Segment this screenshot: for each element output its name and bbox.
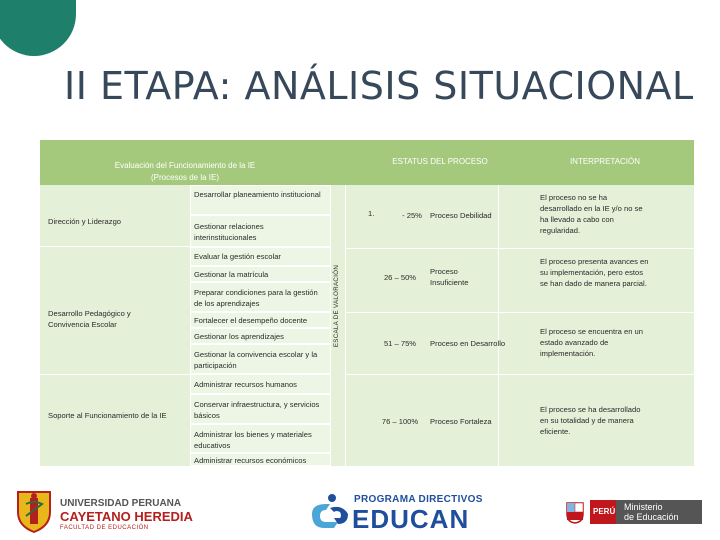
level-range: - 25% [402,211,422,220]
process-item: Evaluar la gestión escolar [190,247,331,266]
process-item: Gestionar relaciones interinstitucionales [190,215,331,247]
level-number: 1. [368,209,375,218]
process-item: Gestionar la convivencia escolar y la participación [190,344,331,374]
analysis-table [40,140,694,466]
header-interpretacion: INTERPRETACIÓN [569,157,641,166]
page-title: II ETAPA: ANÁLISIS SITUACIONAL [64,64,694,108]
header-status: ESTATUS DEL PROCESO [392,157,488,166]
group-label: Soporte al Funcionamiento de la IE [48,411,167,420]
process-item: Administrar los bienes y materiales educativos [190,424,331,453]
escala-label: ESCALA DE VALORACIÓN [333,264,340,348]
header-left: Evaluación del Funcionamiento de la IE (Procesos de la IE) [114,161,256,182]
level-status: Proceso Fortaleza [430,417,492,426]
level-interpretation: El proceso no se ha desarrollado en la IE y/o no se ha llevado a cabo con regularidad. [540,193,643,235]
upch-name-line3: FACULTAD DE EDUCACIÓN [60,525,149,531]
peru-coat-of-arms [564,500,586,524]
minedu-box [616,500,702,524]
educan-name: EDUCAN [352,504,470,534]
level-range: 76 – 100% [381,417,419,426]
minedu-country: PERÚ [593,507,616,516]
footer [0,480,720,540]
educan-people-icon [308,492,352,532]
upch-name-line2: CAYETANO HEREDIA [60,509,193,524]
upch-logo [14,486,54,534]
process-item: Administrar recursos económicos [190,453,331,466]
corner-decoration [0,0,76,56]
process-item: Desarrollar planeamiento institucional [190,185,331,215]
coat-of-arms-icon [564,500,586,524]
level-interpretation: El proceso se ha desarrollado en su totalidad y de manera eficiente. [540,405,641,436]
process-item: Preparar condiciones para la gestión de los aprendizajes [190,282,331,312]
level-interpretation: El proceso presenta avances en su implementación, pero estos se han dado de manera parcial. [540,257,649,288]
level-range: 26 – 50% [383,273,417,282]
upch-name-line1: UNIVERSIDAD PERUANA [60,498,182,509]
process-item: Gestionar los aprendizajes [190,328,331,344]
table-header [40,140,694,185]
minedu-line1: Ministerio [624,502,663,512]
level-status: Proceso en Desarrollo [430,339,506,348]
upch-shield-icon [14,486,54,534]
level-status: Proceso Debilidad [430,211,492,220]
minedu-line2: de Educación [624,512,679,522]
educan-logo [308,492,352,532]
process-item: Administrar recursos humanos [190,374,331,394]
process-item: Fortalecer el desempeño docente [190,312,331,328]
minedu-badge [590,500,616,524]
level-interpretation: El proceso se encuentra en un estado avanzado de implementación. [540,327,644,358]
process-item: Conservar infraestructura, y servicios básicos [190,394,331,424]
educan-program: PROGRAMA DIRECTIVOS [354,494,483,505]
group-label: Desarrollo Pedagógico y Convivencia Escolar [48,309,131,329]
level-status: Proceso Insuficiente [430,267,469,287]
process-item: Gestionar la matrícula [190,266,331,282]
level-range: 51 – 75% [383,339,417,348]
group-label: Dirección y Liderazgo [48,217,122,226]
